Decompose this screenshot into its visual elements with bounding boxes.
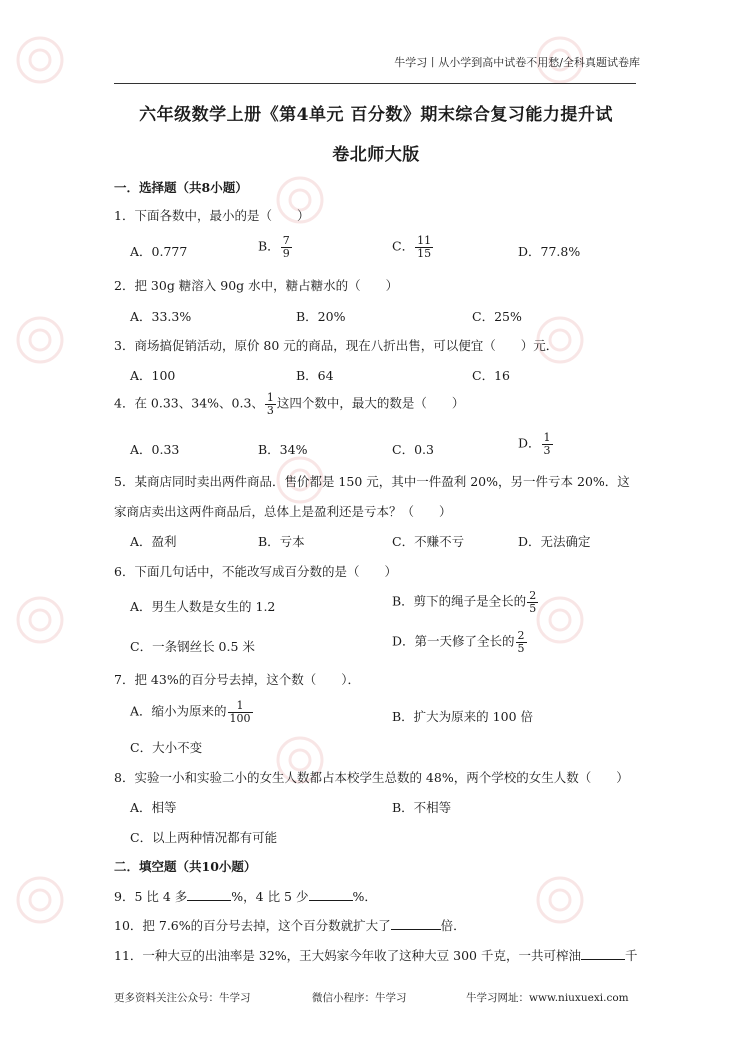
watermark-logo-icon [18, 38, 62, 82]
fraction-numerator: 1 [543, 431, 551, 444]
q4-option-d-fraction [542, 432, 553, 456]
answer-blank[interactable] [391, 918, 441, 930]
q1-option-d: D．77.8% [518, 244, 581, 259]
question-8: 8．实验一小和实验二小的女生人数都占本校学生总数的 48%，两个学校的女生人数（ ） [114, 770, 629, 785]
question-9 [114, 887, 377, 905]
section-heading-choice: 一．选择题（共8小题） [114, 180, 248, 195]
q4-option-a: A．0.33 [130, 442, 180, 457]
q6-option-b-label: B．剪下的绳子是全长的 [392, 593, 527, 609]
watermark-logo-icon [18, 878, 62, 922]
q5-option-c: C．不赚不亏 [392, 534, 465, 549]
q9-text-1: 9．5 比 4 多 [114, 889, 188, 904]
q1-option-c-label: C． [392, 238, 415, 254]
question-11 [114, 946, 638, 964]
question-1: 1．下面各数中，最小的是（ ） [114, 208, 310, 223]
q6-option-b [392, 590, 539, 614]
q4-text-suffix: 这四个数中，最大的数是（ ） [276, 395, 465, 411]
question-10 [114, 916, 466, 934]
q1-option-b-fraction [281, 235, 292, 259]
q2-option-a: A．33.3% [130, 309, 192, 324]
q6-option-a: A．男生人数是女生的 1.2 [130, 599, 276, 614]
q8-option-c: C．以上两种情况都有可能 [130, 830, 278, 845]
fraction-denominator: 3 [266, 403, 274, 417]
answer-blank[interactable] [187, 889, 231, 901]
q3-option-b: B．64 [296, 368, 334, 383]
q4-option-d [518, 432, 554, 456]
question-5-line1: 5．某商店同时卖出两件商品．售价都是 150 元，其中一件盈利 20%，另一件亏本 20%．这 [114, 474, 630, 489]
question-6: 6．下面几句话中，不能改写成百分数的是（ ） [114, 564, 397, 579]
q7-option-a-label: A．缩小为原来的 [130, 703, 227, 719]
q6-option-b-fraction [527, 590, 538, 614]
q11-text-1: 11．一种大豆的出油率是 32%，王大妈家今年收了这种大豆 300 千克，一共可榨油 [114, 948, 581, 963]
answer-blank[interactable] [309, 889, 353, 901]
fraction-numerator: 1 [228, 700, 253, 713]
fraction-numerator: 11 [417, 234, 432, 247]
question-4 [114, 392, 464, 416]
q10-text-2: 倍． [440, 918, 466, 933]
question-3: 3．商场搞促销活动，原价 80 元的商品，现在八折出售，可以便宜（ ）元． [114, 338, 559, 353]
q2-option-b: B．20% [296, 309, 346, 324]
question-2: 2．把 30g 糖溶入 90g 水中，糖占糖水的（ ） [114, 278, 399, 293]
fraction-numerator: 2 [529, 589, 537, 602]
q4-fraction [265, 392, 276, 416]
fraction-denominator: 9 [282, 246, 290, 260]
q4-text-prefix: 4．在 0.33、34%、0.3、 [114, 395, 264, 411]
q1-option-b [258, 235, 293, 259]
fraction-numerator: 2 [517, 629, 525, 642]
q9-text-2: %，4 比 5 少 [231, 889, 309, 904]
q1-option-a: A．0.777 [130, 244, 188, 259]
q6-option-d-fraction [516, 630, 527, 654]
footer-website-link[interactable]: 牛学习网址：www.niuxuexi.com [466, 992, 629, 1004]
q2-option-c: C．25% [472, 309, 522, 324]
q7-option-a [130, 700, 254, 724]
header-note: 牛学习丨从小学到高中试卷不用愁/全科真题试卷库 [394, 56, 640, 69]
q10-text-1: 10．把 7.6%的百分号去掉，这个百分数就扩大了 [114, 918, 391, 933]
footer-wechat-account: 更多资料关注公众号：牛学习 [114, 992, 251, 1004]
watermark-logo-icon [18, 598, 62, 642]
q4-option-d-label: D． [518, 435, 541, 451]
fraction-denominator: 5 [517, 641, 525, 655]
page-title-line2: 卷北师大版 [332, 145, 420, 165]
fraction-numerator: 7 [282, 234, 290, 247]
q8-option-a: A．相等 [130, 800, 177, 815]
q6-option-d [392, 630, 528, 654]
q6-option-c: C．一条钢丝长 0.5 米 [130, 639, 255, 654]
q11-text-2: 千 [624, 948, 638, 963]
q7-option-b: B．扩大为原来的 100 倍 [392, 709, 533, 724]
watermark-logo-icon [538, 878, 582, 922]
question-7: 7．把 43%的百分号去掉，这个数（ ）． [114, 672, 360, 687]
page-title-line1: 六年级数学上册《第4单元 百分数》期末综合复习能力提升试 [139, 105, 613, 125]
q8-option-b: B．不相等 [392, 800, 452, 815]
q4-option-b: B．34% [258, 442, 308, 457]
q5-option-a: A．盈利 [130, 534, 177, 549]
q7-option-c: C．大小不变 [130, 740, 203, 755]
question-5-line2: 家商店卖出这两件商品后，总体上是盈利还是亏本？（ ） [114, 504, 452, 519]
header-divider [114, 83, 636, 84]
q1-option-c [392, 235, 434, 259]
q7-option-a-fraction [228, 700, 253, 724]
fraction-denominator: 3 [543, 443, 551, 457]
watermark-logo-icon [538, 598, 582, 642]
fraction-numerator: 1 [266, 391, 274, 404]
q3-option-a: A．100 [130, 368, 176, 383]
fraction-denominator: 100 [229, 711, 251, 725]
fraction-denominator: 5 [529, 601, 537, 615]
q5-option-b: B．亏本 [258, 534, 305, 549]
q3-option-c: C．16 [472, 368, 510, 383]
fraction-denominator: 15 [417, 246, 432, 260]
q1-option-b-label: B． [258, 238, 280, 254]
q9-text-3: %． [352, 889, 377, 904]
watermark-logo-icon [18, 318, 62, 362]
answer-blank[interactable] [581, 948, 625, 960]
q1-option-c-fraction [415, 235, 433, 259]
q5-option-d: D．无法确定 [518, 534, 591, 549]
section-heading-fill: 二．填空题（共10小题） [114, 859, 257, 874]
q6-option-d-label: D．第一天修了全长的 [392, 633, 515, 649]
q4-option-c: C．0.3 [392, 442, 434, 457]
footer-mini-program: 微信小程序：牛学习 [312, 992, 407, 1004]
